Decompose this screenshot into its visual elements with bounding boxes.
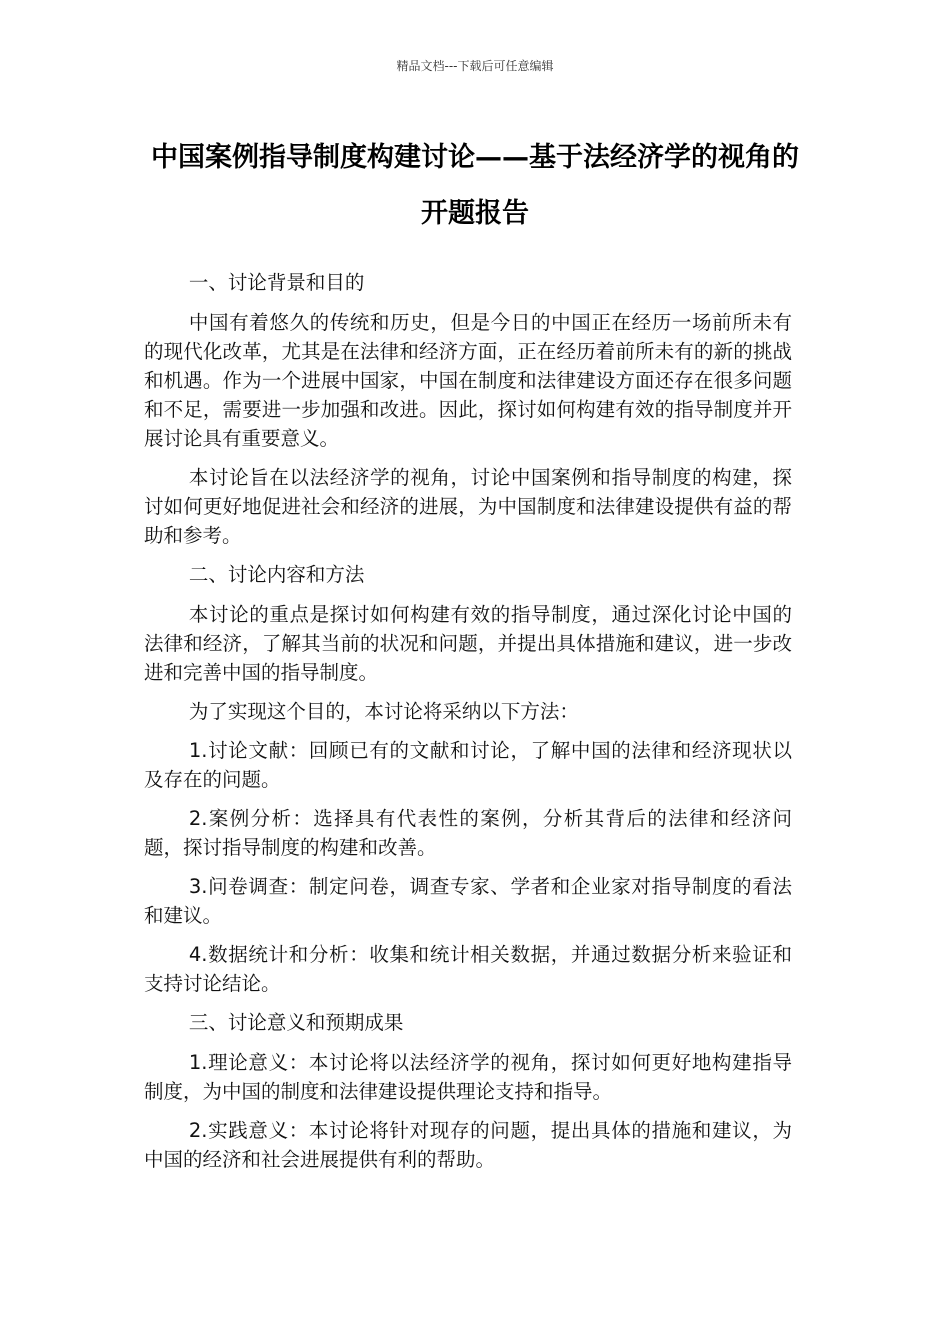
section-heading-background: 一、讨论背景和目的 [188, 271, 365, 294]
document-title: 中国案例指导制度构建讨论——基于法经济学的视角的开题报告 [151, 142, 799, 229]
method-item-survey: 3.问卷调查：制定问卷，调查专家、学者和企业家对指导制度的看法和建议。 [144, 875, 792, 927]
paragraph-background: 中国有着悠久的传统和历史，但是今日的中国正在经历一场前所未有的现代化改革，尤其是在法律和经济方面，正在经历着前所未有的新的挑战和机遇。作为一个进展中国家，中国在制度和法律建设方面还存在很多问题和不足，需要进一步加强和改进。因此，探讨如何构建有效的指导制度并开展讨论具有重要意义。 [144, 311, 792, 450]
method-item-literature: 1.讨论文献：回顾已有的文献和讨论，了解中国的法律和经济现状以及存在的问题。 [144, 739, 792, 791]
significance-item-practice: 2.实践意义：本讨论将针对现存的问题，提出具体的措施和建议，为中国的经济和社会进展提供有利的帮助。 [144, 1119, 792, 1171]
method-item-case-analysis: 2.案例分析：选择具有代表性的案例，分析其背后的法律和经济问题，探讨指导制度的构建和改善。 [144, 807, 792, 859]
section-heading-significance: 三、讨论意义和预期成果 [188, 1011, 404, 1034]
paragraph-methods-intro: 为了实现这个目的，本讨论将采纳以下方法： [188, 700, 579, 723]
header-note: 精品文档---下载后可任意编辑 [396, 59, 554, 73]
paragraph-purpose: 本讨论旨在以法经济学的视角，讨论中国案例和指导制度的构建，探讨如何更好地促进社会和经济的进展，为中国制度和法律建设提供有益的帮助和参考。 [144, 466, 792, 547]
significance-item-theory: 1.理论意义：本讨论将以法经济学的视角，探讨如何更好地构建指导制度，为中国的制度和法律建设提供理论支持和指导。 [144, 1051, 792, 1103]
method-item-data-analysis: 4.数据统计和分析：收集和统计相关数据，并通过数据分析来验证和支持讨论结论。 [144, 943, 792, 995]
section-heading-content-methods: 二、讨论内容和方法 [188, 563, 365, 586]
paragraph-content: 本讨论的重点是探讨如何构建有效的指导制度，通过深化讨论中国的法律和经济，了解其当前的状况和问题，并提出具体措施和建议，进一步改进和完善中国的指导制度。 [144, 603, 792, 684]
document-body [144, 268, 792, 1184]
